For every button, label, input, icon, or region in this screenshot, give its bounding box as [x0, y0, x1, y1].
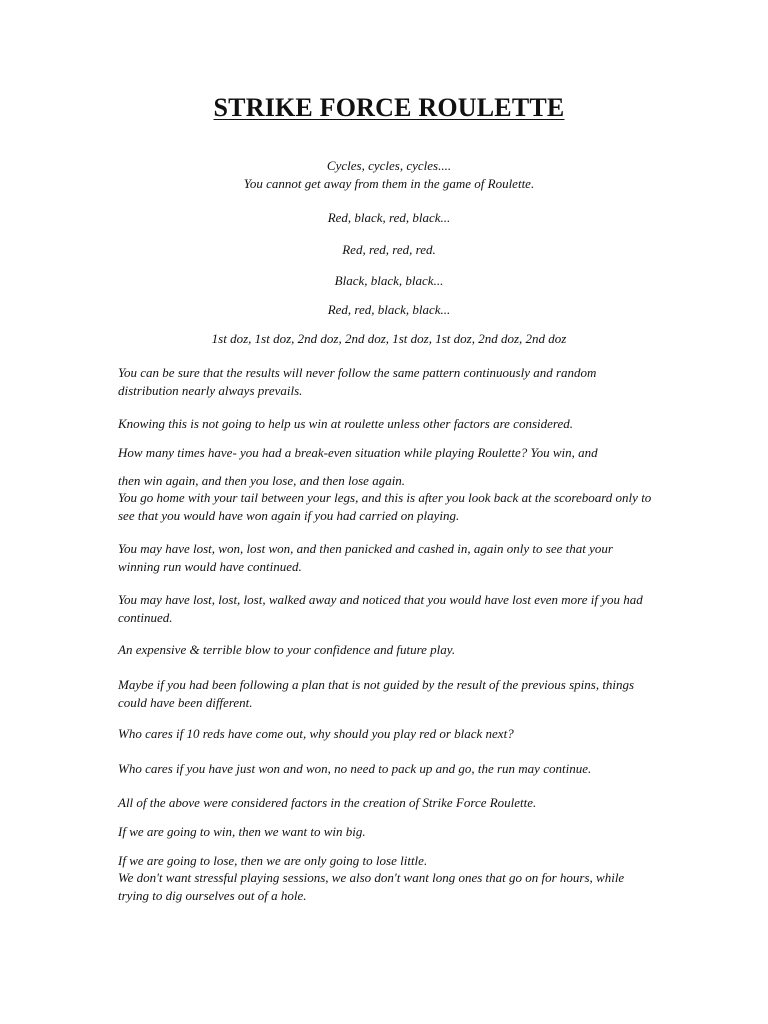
page-title: STRIKE FORCE ROULETTE [213, 93, 565, 122]
paragraph-3: How many times have- you had a break-even situation while playing Roulette? You win, and [118, 445, 598, 460]
pattern-line-2: Red, red, red, red. [342, 242, 436, 257]
pattern-line-4: Red, red, black, black... [327, 302, 451, 317]
paragraph-10: Who cares if 10 reds have come out, why should you play red or black next? [118, 726, 514, 741]
paragraph-11: Who cares if you have just won and won, no need to pack up and go, the run may continue. [118, 761, 592, 776]
paragraph-8: An expensive & terrible blow to your confidence and future play. [118, 642, 456, 657]
paragraph-2: Knowing this is not going to help us win at roulette unless other factors are considered. [118, 416, 573, 431]
intro-line-2: You cannot get away from them in the game of Roulette. [243, 176, 535, 191]
paragraph-5: You go home with your tail between your legs, and this is after you look back at the scoreboard only to see that you would have won again if you had carried on playing. [118, 490, 652, 523]
intro-line-1: Cycles, cycles, cycles.... [326, 158, 452, 173]
paragraph-14: If we are going to lose, then we are only going to lose little. [118, 853, 428, 868]
paragraph-1: You can be sure that the results will never follow the same pattern continuously and random distribution nearly always prevails. [118, 365, 597, 398]
paragraph-4: then win again, and then you lose, and then lose again. [118, 473, 406, 488]
paragraph-7: You may have lost, lost, lost, walked away and noticed that you would have lost even more if you had continued. [118, 592, 643, 625]
paragraph-12: All of the above were considered factors in the creation of Strike Force Roulette. [118, 795, 537, 810]
paragraph-13: If we are going to win, then we want to win big. [118, 824, 366, 839]
pattern-line-1: Red, black, red, black... [327, 210, 451, 225]
pattern-line-5: 1st doz, 1st doz, 2nd doz, 2nd doz, 1st doz, 1st doz, 2nd doz, 2nd doz [211, 331, 567, 346]
paragraph-6: You may have lost, won, lost won, and then panicked and cashed in, again only to see that your winning run would have continued. [118, 541, 613, 574]
paragraph-15: We don't want stressful playing sessions, we also don't want long ones that go on for hours, while trying to dig ourselves out of a hole. [118, 870, 625, 903]
pattern-line-3: Black, black, black... [334, 273, 444, 288]
paragraph-9: Maybe if you had been following a plan that is not guided by the result of the previous spins, things could have been different. [118, 677, 635, 710]
